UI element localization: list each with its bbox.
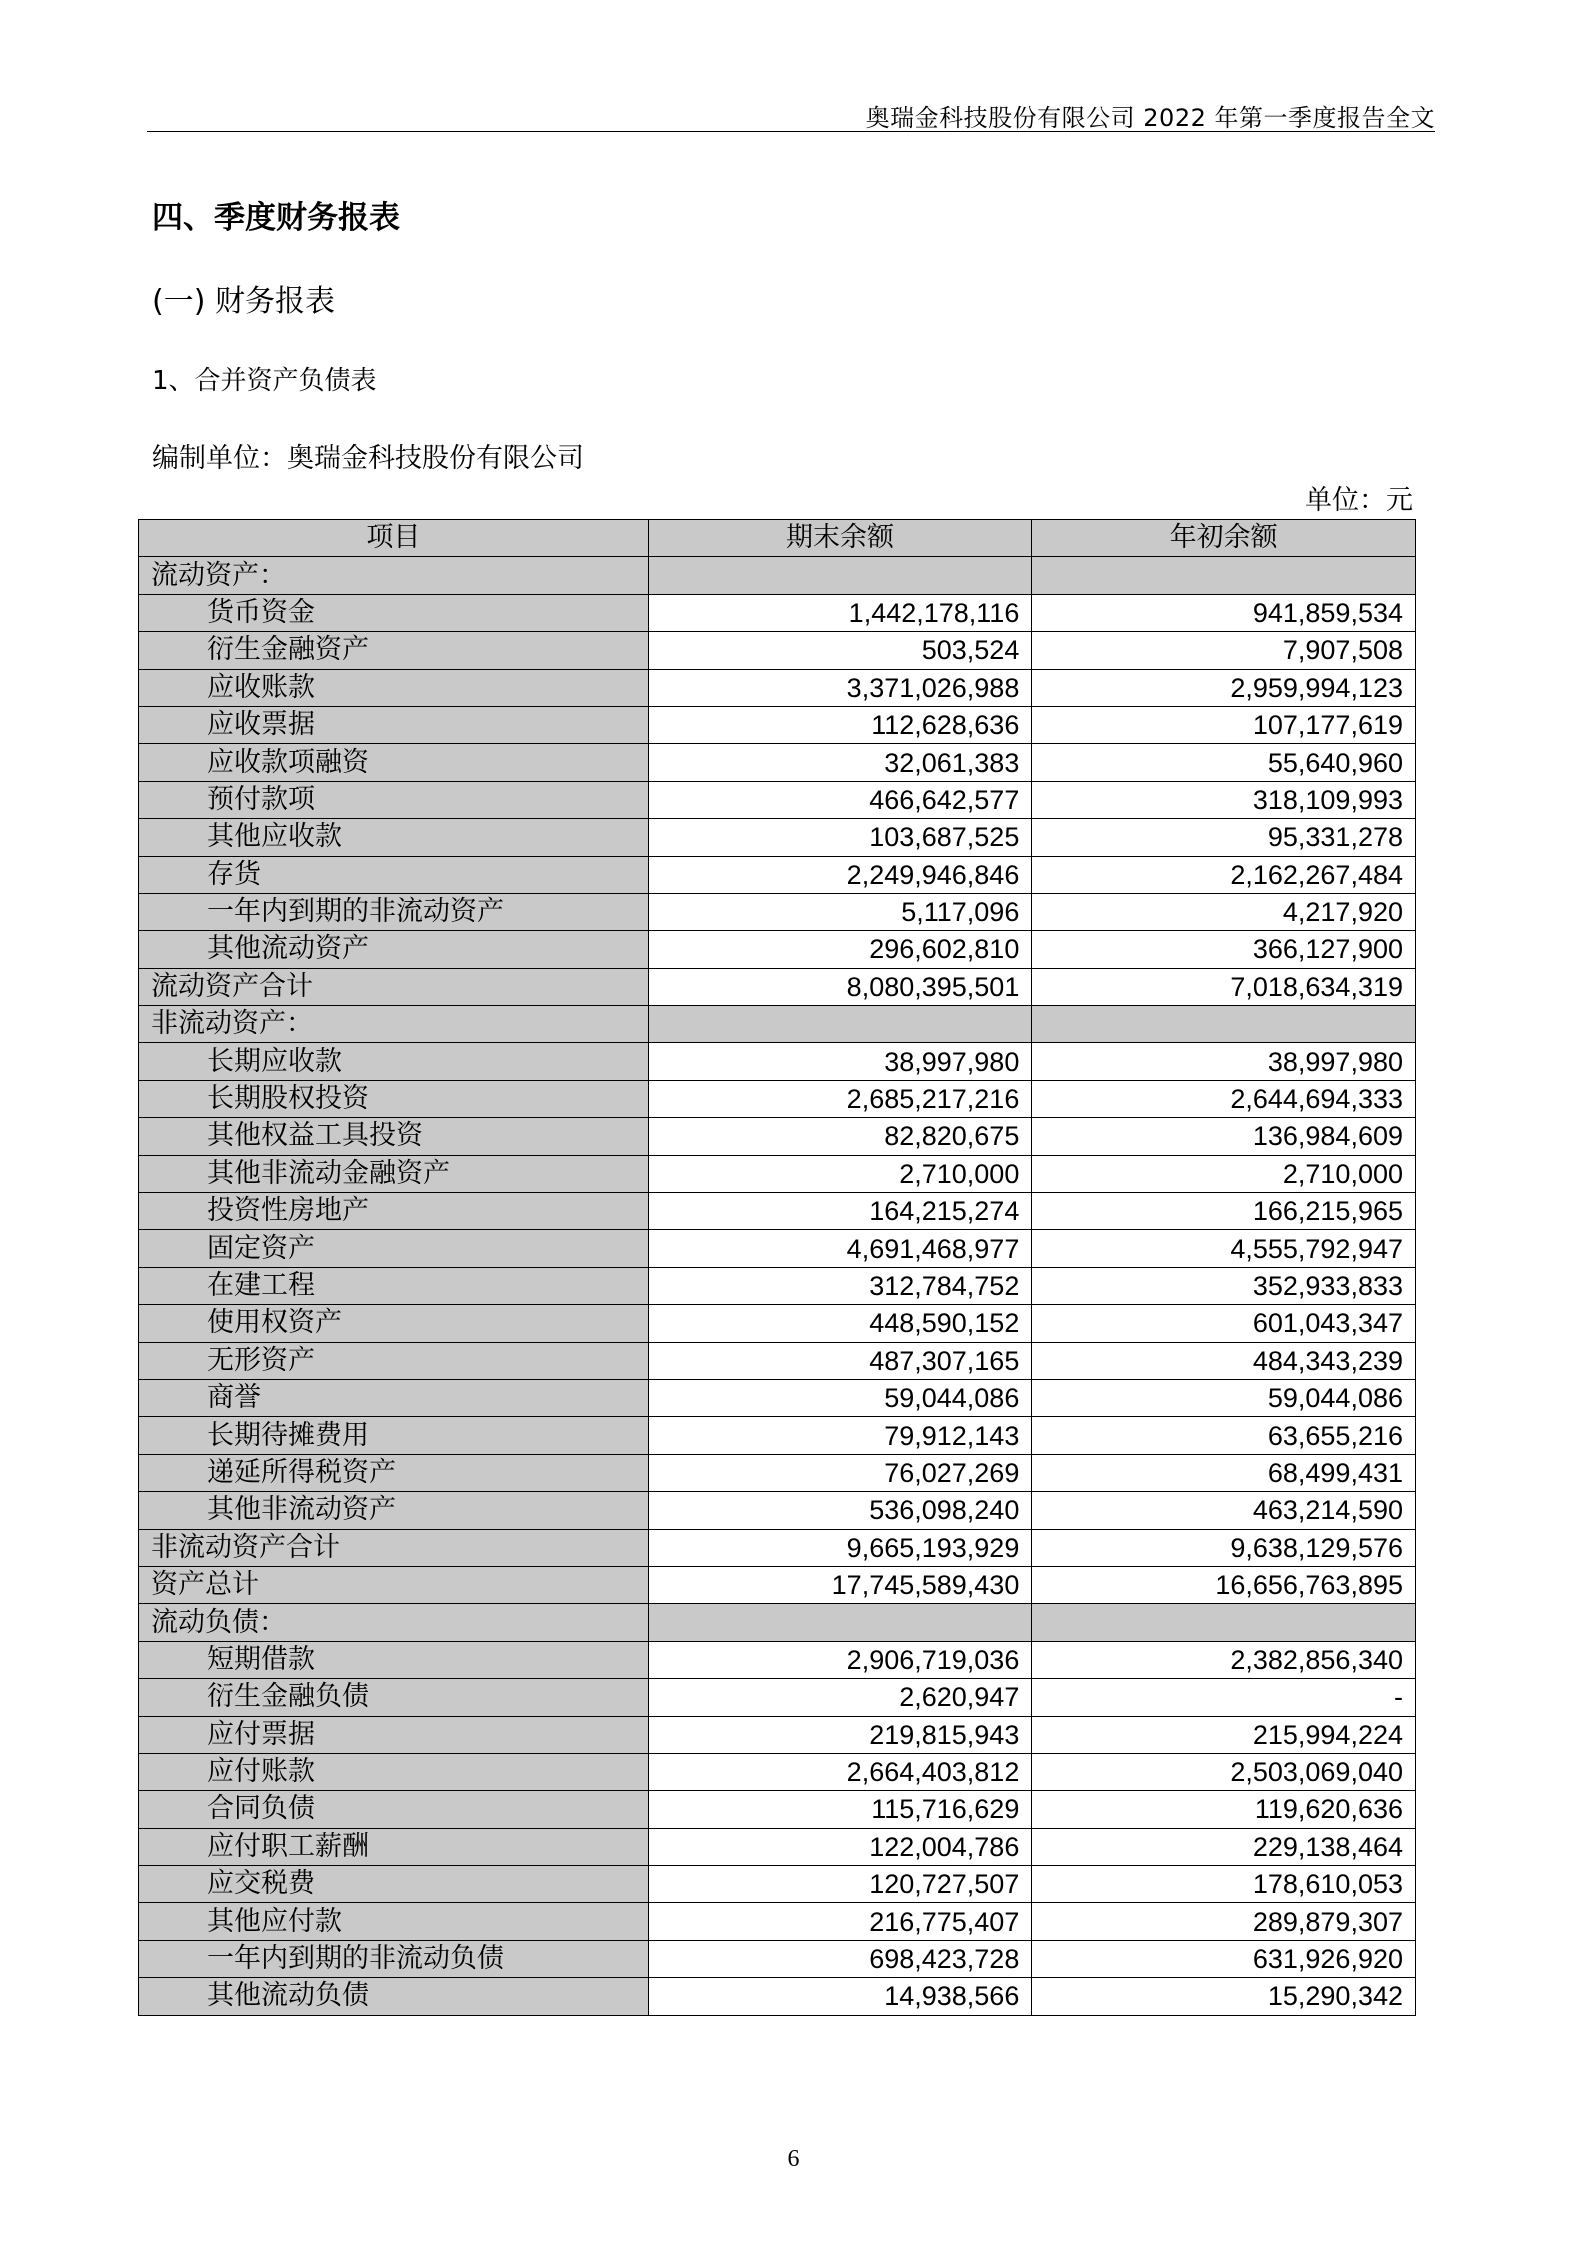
table-row — [139, 669, 1416, 706]
table-row — [139, 1454, 1416, 1491]
begin-balance-cell: 2,959,994,123 — [1032, 669, 1416, 706]
end-balance-cell — [648, 1006, 1032, 1043]
begin-balance-cell: 107,177,619 — [1032, 706, 1416, 743]
end-balance-cell: 503,524 — [648, 632, 1032, 669]
row-label: 长期待摊费用 — [139, 1417, 649, 1454]
end-balance-cell: 103,687,525 — [648, 819, 1032, 856]
row-label: 固定资产 — [139, 1230, 649, 1267]
begin-balance-cell: 59,044,086 — [1032, 1379, 1416, 1416]
begin-balance-cell: 484,343,239 — [1032, 1342, 1416, 1379]
begin-balance-cell: 95,331,278 — [1032, 819, 1416, 856]
end-balance-cell: 9,665,193,929 — [648, 1529, 1032, 1566]
begin-balance-cell: 119,620,636 — [1032, 1791, 1416, 1828]
row-label: 在建工程 — [139, 1267, 649, 1304]
row-label: 递延所得税资产 — [139, 1454, 649, 1491]
table-row — [139, 1230, 1416, 1267]
begin-balance-cell: 289,879,307 — [1032, 1903, 1416, 1940]
begin-balance-cell: 38,997,980 — [1032, 1043, 1416, 1080]
table-row — [139, 1529, 1416, 1566]
row-label: 投资性房地产 — [139, 1193, 649, 1230]
table-row — [139, 931, 1416, 968]
row-label: 其他流动负债 — [139, 1978, 649, 2015]
begin-balance-cell: 601,043,347 — [1032, 1305, 1416, 1342]
row-label: 其他应付款 — [139, 1903, 649, 1940]
table-row — [139, 968, 1416, 1005]
table-row — [139, 706, 1416, 743]
table-row — [139, 856, 1416, 893]
page-header: 奥瑞金科技股份有限公司 2022 年第一季度报告全文 — [865, 104, 1435, 132]
row-label: 一年内到期的非流动资产 — [139, 893, 649, 930]
table-row — [139, 1043, 1416, 1080]
row-label: 其他权益工具投资 — [139, 1118, 649, 1155]
table-row — [139, 1193, 1416, 1230]
begin-balance-cell — [1032, 557, 1416, 594]
begin-balance-cell: 4,555,792,947 — [1032, 1230, 1416, 1267]
table-row — [139, 1716, 1416, 1753]
begin-balance-cell: 16,656,763,895 — [1032, 1566, 1416, 1603]
end-balance-cell: 2,664,403,812 — [648, 1753, 1032, 1790]
row-label: 流动资产合计 — [139, 968, 649, 1005]
begin-balance-cell: 7,018,634,319 — [1032, 968, 1416, 1005]
row-label: 短期借款 — [139, 1641, 649, 1678]
row-label: 一年内到期的非流动负债 — [139, 1940, 649, 1977]
row-label: 资产总计 — [139, 1566, 649, 1603]
page-number: 6 — [787, 2146, 800, 2172]
row-label: 非流动资产合计 — [139, 1529, 649, 1566]
column-header-item: 项目 — [139, 520, 649, 557]
end-balance-cell: 115,716,629 — [648, 1791, 1032, 1828]
section-title: 1、合并资产负债表 — [152, 366, 377, 396]
begin-balance-cell: 15,290,342 — [1032, 1978, 1416, 2015]
table-row — [139, 744, 1416, 781]
table-row — [139, 1305, 1416, 1342]
end-balance-cell: 296,602,810 — [648, 931, 1032, 968]
begin-balance-cell: 463,214,590 — [1032, 1492, 1416, 1529]
begin-balance-cell: 2,503,069,040 — [1032, 1753, 1416, 1790]
begin-balance-cell: 55,640,960 — [1032, 744, 1416, 781]
begin-balance-cell: 68,499,431 — [1032, 1454, 1416, 1491]
unit-label: 单位：元 — [1305, 485, 1413, 516]
end-balance-cell: 17,745,589,430 — [648, 1566, 1032, 1603]
table-row — [139, 632, 1416, 669]
table-row — [139, 1267, 1416, 1304]
column-header-begin-balance: 年初余额 — [1032, 520, 1416, 557]
end-balance-cell: 2,620,947 — [648, 1679, 1032, 1716]
end-balance-cell: 2,685,217,216 — [648, 1080, 1032, 1117]
table-row — [139, 1604, 1416, 1641]
end-balance-cell: 219,815,943 — [648, 1716, 1032, 1753]
row-label: 合同负债 — [139, 1791, 649, 1828]
row-label: 长期股权投资 — [139, 1080, 649, 1117]
begin-balance-cell: - — [1032, 1679, 1416, 1716]
row-label: 应付职工薪酬 — [139, 1828, 649, 1865]
begin-balance-cell: 229,138,464 — [1032, 1828, 1416, 1865]
end-balance-cell: 698,423,728 — [648, 1940, 1032, 1977]
begin-balance-cell: 2,162,267,484 — [1032, 856, 1416, 893]
balance-sheet-table — [138, 519, 1416, 2016]
end-balance-cell: 14,938,566 — [648, 1978, 1032, 2015]
end-balance-cell: 82,820,675 — [648, 1118, 1032, 1155]
row-label: 非流动资产： — [139, 1006, 649, 1043]
row-label: 衍生金融负债 — [139, 1679, 649, 1716]
row-label: 应付账款 — [139, 1753, 649, 1790]
begin-balance-cell: 4,217,920 — [1032, 893, 1416, 930]
begin-balance-cell: 178,610,053 — [1032, 1866, 1416, 1903]
row-label: 其他流动资产 — [139, 931, 649, 968]
table-row — [139, 1641, 1416, 1678]
end-balance-cell: 5,117,096 — [648, 893, 1032, 930]
table-row — [139, 1866, 1416, 1903]
begin-balance-cell: 136,984,609 — [1032, 1118, 1416, 1155]
row-label: 应交税费 — [139, 1866, 649, 1903]
end-balance-cell: 312,784,752 — [648, 1267, 1032, 1304]
row-label: 应收账款 — [139, 669, 649, 706]
table-row — [139, 1940, 1416, 1977]
end-balance-cell: 536,098,240 — [648, 1492, 1032, 1529]
row-label: 使用权资产 — [139, 1305, 649, 1342]
end-balance-cell: 4,691,468,977 — [648, 1230, 1032, 1267]
begin-balance-cell: 352,933,833 — [1032, 1267, 1416, 1304]
begin-balance-cell — [1032, 1006, 1416, 1043]
column-header-end-balance: 期末余额 — [648, 520, 1032, 557]
end-balance-cell: 164,215,274 — [648, 1193, 1032, 1230]
row-label: 存货 — [139, 856, 649, 893]
table-row — [139, 1566, 1416, 1603]
begin-balance-cell: 2,382,856,340 — [1032, 1641, 1416, 1678]
row-label: 预付款项 — [139, 781, 649, 818]
table-row — [139, 1155, 1416, 1192]
row-label: 应收票据 — [139, 706, 649, 743]
row-label: 流动负债： — [139, 1604, 649, 1641]
begin-balance-cell — [1032, 1604, 1416, 1641]
table-row — [139, 819, 1416, 856]
end-balance-cell: 32,061,383 — [648, 744, 1032, 781]
row-label: 其他非流动金融资产 — [139, 1155, 649, 1192]
row-label: 长期应收款 — [139, 1043, 649, 1080]
end-balance-cell: 8,080,395,501 — [648, 968, 1032, 1005]
table-row — [139, 1978, 1416, 2015]
end-balance-cell: 122,004,786 — [648, 1828, 1032, 1865]
end-balance-cell: 2,906,719,036 — [648, 1641, 1032, 1678]
begin-balance-cell: 7,907,508 — [1032, 632, 1416, 669]
end-balance-cell: 466,642,577 — [648, 781, 1032, 818]
begin-balance-cell: 166,215,965 — [1032, 1193, 1416, 1230]
begin-balance-cell: 318,109,993 — [1032, 781, 1416, 818]
end-balance-cell: 2,249,946,846 — [648, 856, 1032, 893]
table-row — [139, 1791, 1416, 1828]
end-balance-cell: 120,727,507 — [648, 1866, 1032, 1903]
table-row — [139, 1828, 1416, 1865]
subtitle: (一) 财务报表 — [152, 284, 335, 319]
end-balance-cell — [648, 1604, 1032, 1641]
page-title: 四、季度财务报表 — [152, 200, 400, 236]
table-row — [139, 1903, 1416, 1940]
row-label: 无形资产 — [139, 1342, 649, 1379]
end-balance-cell: 76,027,269 — [648, 1454, 1032, 1491]
end-balance-cell: 3,371,026,988 — [648, 669, 1032, 706]
row-label: 其他应收款 — [139, 819, 649, 856]
end-balance-cell — [648, 557, 1032, 594]
begin-balance-cell: 2,644,694,333 — [1032, 1080, 1416, 1117]
row-label: 应收款项融资 — [139, 744, 649, 781]
end-balance-cell: 487,307,165 — [648, 1342, 1032, 1379]
table-row — [139, 557, 1416, 594]
begin-balance-cell: 2,710,000 — [1032, 1155, 1416, 1192]
begin-balance-cell: 941,859,534 — [1032, 594, 1416, 631]
begin-balance-cell: 9,638,129,576 — [1032, 1529, 1416, 1566]
row-label: 衍生金融资产 — [139, 632, 649, 669]
end-balance-cell: 112,628,636 — [648, 706, 1032, 743]
table-row — [139, 893, 1416, 930]
table-header-row — [139, 520, 1416, 557]
row-label: 流动资产： — [139, 557, 649, 594]
table-row — [139, 1753, 1416, 1790]
end-balance-cell: 79,912,143 — [648, 1417, 1032, 1454]
row-label: 其他非流动资产 — [139, 1492, 649, 1529]
table-row — [139, 1006, 1416, 1043]
header-divider — [147, 131, 1435, 132]
table-row — [139, 1492, 1416, 1529]
table-row — [139, 1417, 1416, 1454]
begin-balance-cell: 63,655,216 — [1032, 1417, 1416, 1454]
end-balance-cell: 1,442,178,116 — [648, 594, 1032, 631]
begin-balance-cell: 366,127,900 — [1032, 931, 1416, 968]
table-row — [139, 1342, 1416, 1379]
table-row — [139, 1379, 1416, 1416]
begin-balance-cell: 631,926,920 — [1032, 1940, 1416, 1977]
end-balance-cell: 59,044,086 — [648, 1379, 1032, 1416]
organization-label: 编制单位：奥瑞金科技股份有限公司 — [152, 443, 584, 474]
end-balance-cell: 448,590,152 — [648, 1305, 1032, 1342]
begin-balance-cell: 215,994,224 — [1032, 1716, 1416, 1753]
table-row — [139, 1118, 1416, 1155]
table-row — [139, 1080, 1416, 1117]
table-row — [139, 594, 1416, 631]
end-balance-cell: 38,997,980 — [648, 1043, 1032, 1080]
table-row — [139, 1679, 1416, 1716]
end-balance-cell: 2,710,000 — [648, 1155, 1032, 1192]
row-label: 应付票据 — [139, 1716, 649, 1753]
row-label: 货币资金 — [139, 594, 649, 631]
end-balance-cell: 216,775,407 — [648, 1903, 1032, 1940]
row-label: 商誉 — [139, 1379, 649, 1416]
table-row — [139, 781, 1416, 818]
